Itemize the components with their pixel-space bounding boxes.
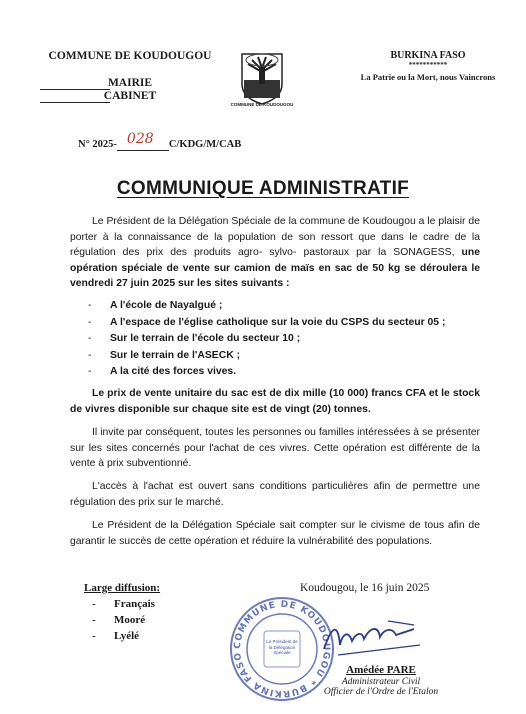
handwritten-number: 028 — [126, 131, 154, 147]
place-date: Koudougou, le 16 juin 2025 — [300, 582, 430, 594]
site-item: - Sur le terrain de l'ASECK ; — [88, 349, 241, 361]
document-title: COMMUNIQUE ADMINISTRATIF — [116, 178, 410, 199]
diffusion-block — [84, 582, 160, 644]
country-name: BURKINA FASO — [390, 50, 466, 61]
site-item: - A la cité des forces vives. — [88, 366, 237, 378]
signatory-distinction: Officier de l'Ordre de l'Etalon — [323, 687, 439, 697]
diffusion-item: - Lyélé — [92, 630, 140, 642]
stars-divider: *********** — [408, 61, 448, 69]
reference-number — [78, 131, 242, 151]
cabinet-rule — [40, 102, 110, 103]
commune-name: COMMUNE DE KOUDOUGOU — [48, 50, 212, 62]
header-right — [340, 50, 516, 82]
signatory-block — [316, 664, 446, 697]
signatory-title: Administrateur Civil — [341, 677, 421, 687]
sites-list — [88, 298, 488, 381]
diffusion-label: Large diffusion: — [84, 582, 161, 594]
site-item: - A l'école de Nayalgué ; — [88, 300, 223, 311]
cabinet-label: CABINET — [103, 90, 157, 102]
signature-scribble-icon — [318, 615, 428, 657]
reference-suffix: C/KDG/M/CAB — [168, 139, 242, 150]
signatory-name: Amédée PARE — [346, 664, 416, 676]
mairie-label: MAIRIE — [107, 77, 153, 89]
stamp-ring-text: COMMUNE DE KOUDOUGOU * BURKINA FASO — [232, 599, 332, 699]
closing-paragraph: Le Président de la Délégation Spéciale sait compter sur le civisme de tous afin de garantir le succès de cette opération et réduire la vulnérabilité des populations. — [70, 520, 480, 547]
handwritten-signature — [318, 615, 428, 657]
logo-caption: COMMUNE DE KOUDOUGOU — [230, 102, 294, 107]
site-item: - A l'espace de l'église catholique sur la voie du CSPS du secteur 05 ; — [88, 316, 446, 328]
baobab-logo-icon — [232, 50, 292, 110]
diffusion-item: - Mooré — [92, 614, 146, 626]
reference-prefix: N° 2025- — [78, 139, 117, 150]
site-item: - Sur le terrain de l'école du secteur 10 ; — [88, 333, 301, 345]
header-left — [40, 50, 220, 103]
diffusion-item: - Français — [92, 598, 155, 610]
commune-logo — [232, 50, 292, 110]
intro-text: Le Président de la Délégation Spéciale de la commune de Koudougou a le plaisir de porter à la connaissance de la population de son ressort que dans le cadre de la régulation des prix des produits agro- sylvo- pastoraux par la SONAGESS, — [70, 216, 480, 259]
price-paragraph: Le prix de vente unitaire du sac est de dix mille (10 000) francs CFA et le stock de vivres disponible sur chaque site est de vingt (20) tonnes. — [70, 388, 480, 415]
intro-bold-text: une opération spéciale de vente sur camion de maïs en sac de 50 kg se déroulera le vendredi 27 juin 2025 sur les sites suivants : — [70, 247, 480, 290]
intro-paragraph — [70, 214, 480, 292]
national-motto: La Patrie ou la Mort, nous Vaincrons — [360, 72, 496, 82]
access-paragraph: L'accès à l'achat est ouvert sans conditions particulières afin de permettre une régulation des prix sur le marché. — [70, 481, 480, 508]
reference-handwritten-field — [117, 131, 169, 151]
stamp-center-text: Le Président de la Délégation Spéciale — [266, 639, 298, 655]
invite-paragraph: Il invite par conséquent, toutes les personnes ou familles intéressées à se présenter sur les sites concernés pour l'achat de ces vivres. Cette opération est différente de la vente à prix subventionné. — [70, 427, 480, 470]
